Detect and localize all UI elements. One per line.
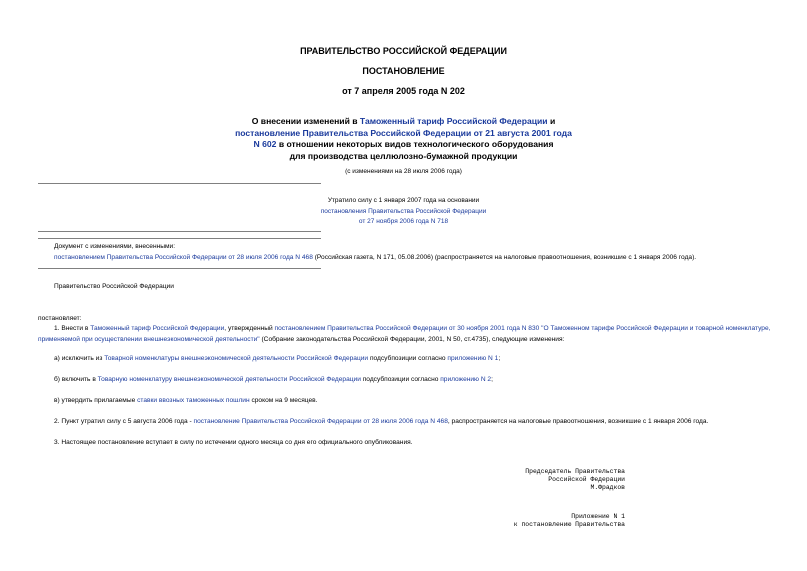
paragraph-c: [54, 395, 794, 406]
void-note-text: Утратило силу с 1 января 2007 года на основании: [327, 197, 480, 204]
paragraph-text: б) включить в: [54, 376, 98, 383]
title-text: и: [547, 116, 556, 126]
paragraph-text: подсубпозиции согласно: [360, 376, 441, 383]
divider: [38, 231, 321, 232]
divider: [38, 238, 321, 239]
issuer: Правительство Российской Федерации: [54, 283, 174, 290]
title-text: для производства целлюлозно-бумажной продукции: [289, 150, 518, 161]
amended-label: Документ с изменениями, внесенными:: [54, 243, 176, 250]
paragraph-text: подсубпозиции согласно: [368, 355, 448, 362]
appendix-header: [420, 513, 625, 529]
paragraph-text: в) утвердить прилагаемые: [54, 397, 138, 404]
paragraph-1: [38, 323, 772, 345]
paragraph-a: [54, 353, 794, 364]
document-date-number: от 7 апреля 2005 года N 202: [342, 86, 465, 96]
amended-block: [54, 241, 794, 263]
decree-602-number-link[interactable]: N 602: [253, 139, 277, 149]
signature-position: Председатель Правительства: [525, 468, 625, 475]
paragraph-text: а) исключить из: [54, 355, 105, 362]
document-type: ПОСТАНОВЛЕНИЕ: [362, 66, 445, 76]
paragraph-text: (Собрание законодательства Российской Федерации, 2001, N 50, ст.4735), следующие изменения:: [259, 336, 565, 343]
signature-country: Российской Федерации: [548, 476, 625, 483]
changes-note: (с изменениями на 28 июля 2006 года): [345, 168, 462, 175]
tn-ved-link[interactable]: Товарную номенклатуру внешнеэкономической деятельности Российской Федерации: [97, 376, 361, 383]
signature-name: М.Фрадков: [590, 484, 625, 491]
document-title: [0, 116, 807, 162]
paragraph-3: 3. Настоящее постановление вступает в силу по истечении одного месяца со дня его официального опубликования.: [54, 439, 413, 446]
government-name: ПРАВИТЕЛЬСТВО РОССИЙСКОЙ ФЕДЕРАЦИИ: [300, 46, 507, 56]
appendix-1-link[interactable]: приложению N 1: [447, 355, 499, 362]
paragraph-text: , распространяется на налоговые правоотношения, возникшие с 1 января 2006 года.: [447, 418, 709, 425]
amending-decree-link[interactable]: постановлением Правительства Российской Федерации от 28 июля 2006 года N 468: [54, 254, 313, 261]
divider: [38, 268, 321, 269]
void-decree-link[interactable]: постановления Правительства Российской Федерации: [320, 207, 487, 215]
paragraph-text: 2. Пункт утратил силу с 5 августа 2006 года -: [54, 418, 194, 425]
appendix-reference: к постановлению Правительства: [513, 521, 625, 528]
amended-details: (Российская газета, N 171, 05.08.2006) (распространяется на налоговые правоотношения, возникшие с 1 января 2006 года).: [312, 254, 697, 261]
customs-tariff-link[interactable]: Таможенный тариф Российской Федерации: [359, 116, 548, 126]
paragraph-text: ;: [491, 376, 493, 383]
decree-602-link[interactable]: постановление Правительства Российской Федерации от 21 августа 2001 года: [235, 127, 572, 138]
appendix-2-link[interactable]: приложению N 2: [440, 376, 492, 383]
appendix-number: Приложение N 1: [571, 513, 625, 520]
customs-tariff-link[interactable]: Таможенный тариф Российской Федерации: [90, 325, 225, 332]
title-text: О внесении изменений в: [251, 116, 360, 126]
decrees-word: постановляет:: [38, 315, 82, 322]
paragraph-text: , утвержденный: [224, 325, 275, 332]
void-decree-date-link[interactable]: от 27 ноября 2006 года N 718: [358, 218, 449, 225]
title-text: в отношении некоторых видов технологического оборудования: [276, 139, 554, 149]
paragraph-2: [54, 416, 794, 427]
divider: [38, 183, 321, 184]
decree-468-link[interactable]: постановление Правительства Российской Федерации от 28 июля 2006 года N 468: [193, 418, 448, 425]
decree-830-link[interactable]: постановлением Правительства Российской Федерации от 30 ноября 2001 года N 830 "О Таможенном тарифе Российской Федерации и товарной номенклатуре, применяемой при осуществлении внешнеэкономической деятельности": [38, 325, 771, 343]
paragraph-text: сроком на 9 месяцев.: [249, 397, 318, 404]
void-note: [0, 196, 807, 228]
paragraph-text: ;: [498, 355, 501, 362]
tn-ved-link[interactable]: Товарной номенклатуры внешнеэкономической деятельности Российской Федерации: [104, 355, 369, 362]
signature-block: [420, 468, 625, 492]
duty-rates-link[interactable]: ставки ввозных таможенных пошлин: [137, 397, 250, 404]
paragraph-b: [54, 374, 794, 385]
paragraph-text: 1. Внести в: [54, 325, 91, 332]
